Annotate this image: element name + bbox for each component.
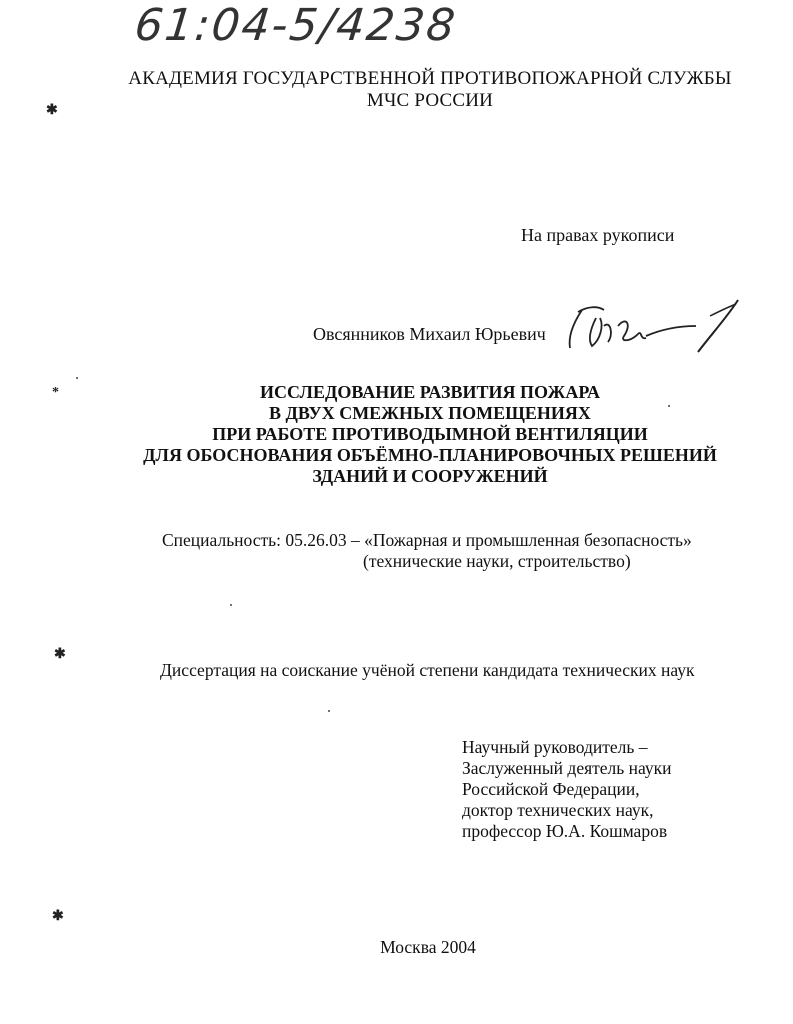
degree-statement: Диссертация на соискание учёной степени кандидата технических наук [160,660,695,680]
scan-speck: ✱ [52,909,64,924]
scan-dot [230,604,232,606]
organization-line-2: МЧС РОССИИ [366,90,494,111]
title-line-3: ПРИ РАБОТЕ ПРОТИВОДЫМНОЙ ВЕНТИЛЯЦИИ [212,424,648,444]
supervisor-line-3: Российской Федерации, [462,779,640,799]
supervisor-line-4: доктор технических наук, [462,800,654,820]
scan-speck: ✱ [54,647,66,662]
author-name: Овсянников Михаил Юрьевич [313,324,546,344]
scan-speck: * [52,385,59,400]
signature [560,296,745,358]
manuscript-rights-note: На правах рукописи [521,225,675,245]
title-line-4: ДЛЯ ОБОСНОВАНИЯ ОБЪЁМНО-ПЛАНИРОВОЧНЫХ РЕШЕНИЙ [143,445,717,465]
catalog-number-handwritten: 61:04-5/4238 [132,0,460,51]
title-line-5: ЗДАНИЙ И СООРУЖЕНИЙ [312,466,548,486]
organization-line-1: АКАДЕМИЯ ГОСУДАРСТВЕННОЙ ПРОТИВОПОЖАРНОЙ СЛУЖБЫ [128,68,732,89]
scan-dot [328,710,330,712]
supervisor-line-2: Заслуженный деятель науки [462,758,672,778]
scan-dot [668,405,670,407]
specialty-line-1: Специальность: 05.26.03 – «Пожарная и промышленная безопасность» [162,530,692,550]
title-line-2: В ДВУХ СМЕЖНЫХ ПОМЕЩЕНИЯХ [269,403,591,423]
title-line-1: ИССЛЕДОВАНИЕ РАЗВИТИЯ ПОЖАРА [259,382,601,402]
specialty-line-2: (технические науки, строительство) [363,551,631,571]
supervisor-line-5: профессор Ю.А. Кошмаров [462,821,668,841]
scan-dot [76,377,78,379]
supervisor-line-1: Научный руководитель – [462,737,648,757]
city-year: Москва 2004 [380,937,476,957]
scan-speck: ✱ [46,103,58,118]
